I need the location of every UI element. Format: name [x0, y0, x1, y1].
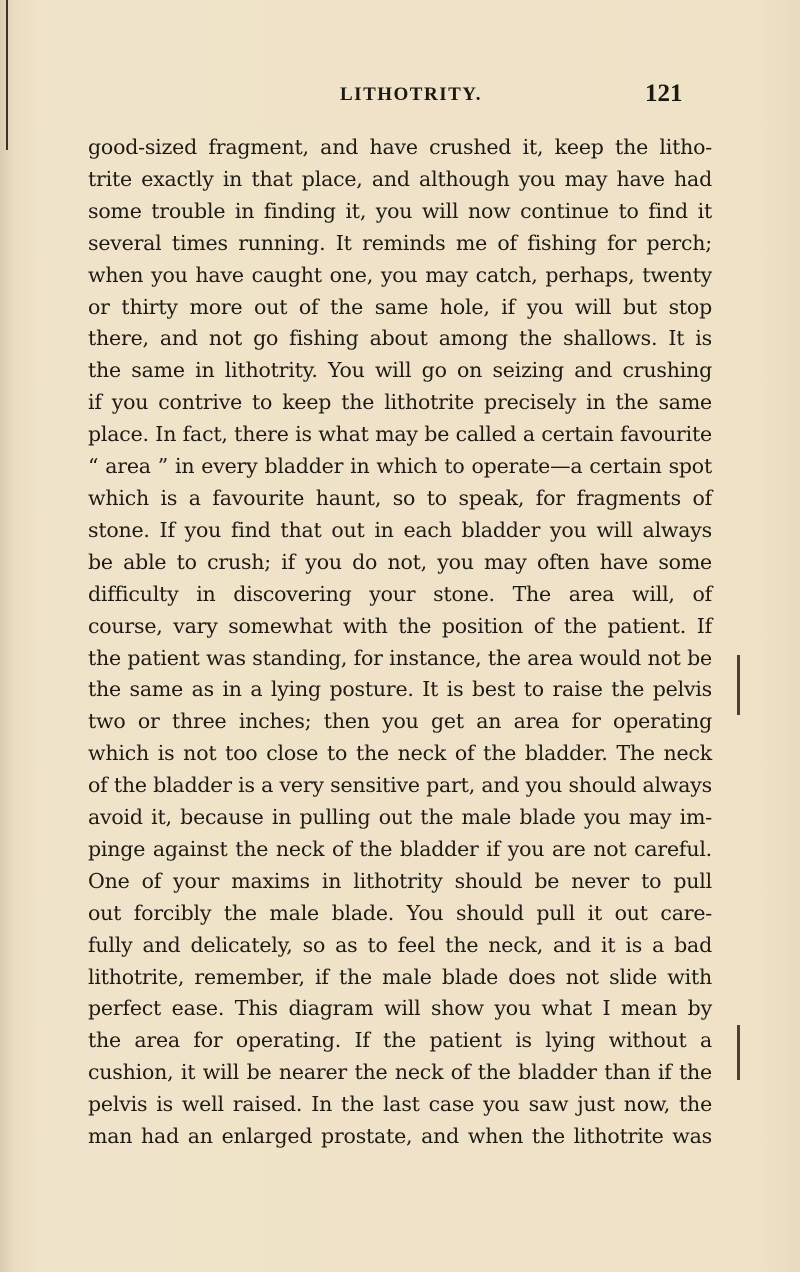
text-line: stone. If you find that out in each bladder you will always	[88, 517, 712, 542]
text-line: the area for operating. If the patient is lying without a	[88, 1028, 712, 1053]
page-edge-mark	[737, 655, 740, 715]
running-head: LITHOTRITY.	[340, 84, 482, 105]
text-line: “ area ” in every bladder in which to operate—a certain spot	[88, 454, 712, 479]
text-line: pelvis is well raised. In the last case you saw just now, the	[88, 1092, 712, 1117]
text-line: which is not too close to the neck of the bladder. The neck	[88, 741, 712, 766]
text-line: some trouble in finding it, you will now continue to find it	[88, 198, 712, 223]
text-line: out forcibly the male blade. You should pull it out care-	[88, 900, 712, 925]
text-line: difficulty in discovering your stone. The area will, of	[88, 581, 712, 606]
binding-edge	[6, 0, 8, 150]
text-line: the same as in a lying posture. It is best to raise the pelvis	[88, 677, 712, 702]
text-line: several times running. It reminds me of fishing for perch;	[88, 230, 712, 255]
text-line: good-sized fragment, and have crushed it, keep the litho-	[88, 135, 712, 159]
page-edge-mark	[737, 1025, 740, 1080]
text-line: be able to crush; if you do not, you may often have some	[88, 549, 712, 574]
text-line: One of your maxims in lithotrity should be never to pull	[88, 868, 712, 893]
text-line: place. In fact, there is what may be called a certain favourite	[88, 422, 712, 447]
page-number: 121	[645, 80, 683, 107]
body-text	[88, 132, 712, 1153]
text-line: the same in lithotrity. You will go on seizing and crushing	[88, 358, 712, 383]
text-line: trite exactly in that place, and although you may have had	[88, 166, 712, 191]
text-line: which is a favourite haunt, so to speak, for fragments of	[88, 485, 712, 510]
text-line: if you contrive to keep the lithotrite precisely in the same	[88, 390, 712, 415]
text-line: two or three inches; then you get an area for operating	[88, 709, 712, 734]
text-line: of the bladder is a very sensitive part, and you should always	[88, 773, 712, 798]
text-line: when you have caught one, you may catch, perhaps, twenty	[88, 262, 712, 287]
text-line: perfect ease. This diagram will show you what I mean by	[88, 996, 712, 1021]
text-line: man had an enlarged prostate, and when the lithotrite was	[88, 1124, 712, 1149]
page-header	[0, 78, 800, 118]
text-line: or thirty more out of the same hole, if you will but stop	[88, 294, 712, 319]
text-line: there, and not go fishing about among the shallows. It is	[88, 326, 712, 351]
text-line: pinge against the neck of the bladder if you are not careful.	[88, 836, 712, 861]
text-line: avoid it, because in pulling out the male blade you may im-	[88, 805, 712, 830]
text-line: the patient was standing, for instance, the area would not be	[88, 645, 712, 670]
text-line: course, vary somewhat with the position of the patient. If	[88, 613, 712, 638]
text-line: cushion, it will be nearer the neck of the bladder than if the	[88, 1060, 712, 1085]
text-line: fully and delicately, so as to feel the neck, and it is a bad	[88, 932, 712, 957]
text-line: lithotrite, remember, if the male blade does not slide with	[88, 964, 712, 989]
